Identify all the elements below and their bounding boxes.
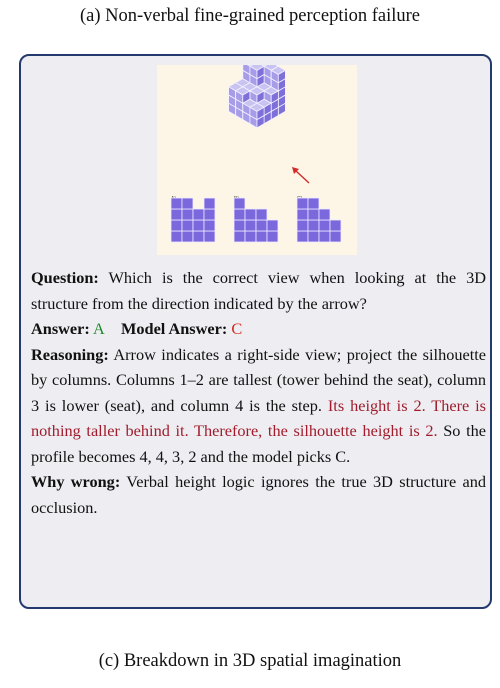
why-wrong-label: Why wrong: xyxy=(31,472,121,491)
option-cell xyxy=(297,231,308,242)
model-answer-label: Model Answer: xyxy=(121,319,228,338)
reasoning-label: Reasoning: xyxy=(31,344,109,364)
option-cell xyxy=(308,209,319,220)
option-cell xyxy=(204,220,215,231)
question-label: Question: xyxy=(31,268,99,287)
reasoning-text-1: Arrow indicates a right-side view; project the silhouette by columns. Columns 1–2 are tallest (tower behind the seat), column 3 is lower (seat), and column 4 is the step. xyxy=(31,344,486,415)
reasoning-paragraph xyxy=(31,342,486,470)
top-caption: (a) Non-verbal fine-grained perception failure xyxy=(79,6,421,26)
reasoning-highlight: Its height is 2. There is nothing taller behind it. Therefore, the silhouette height is 2. xyxy=(31,395,486,440)
option-cell xyxy=(330,231,341,242)
option-cell xyxy=(308,198,319,209)
option-cell xyxy=(267,231,278,242)
option-cell xyxy=(204,198,215,209)
option-cell xyxy=(319,220,330,231)
puzzle-figure xyxy=(157,65,357,255)
option-cell xyxy=(204,209,215,220)
option-cell xyxy=(245,231,256,242)
option-cell xyxy=(171,198,182,209)
option-cell xyxy=(182,231,193,242)
answer-line xyxy=(31,316,486,342)
option-cell xyxy=(256,209,267,220)
cube-structure-illustration xyxy=(157,65,357,255)
option-cell xyxy=(171,209,182,220)
option-cell xyxy=(182,220,193,231)
option-cell xyxy=(171,220,182,231)
example-text xyxy=(31,265,486,520)
option-cell xyxy=(182,198,193,209)
correct-answer: A xyxy=(92,319,105,338)
why-wrong-paragraph xyxy=(31,469,486,520)
question-text: Which is the correct view when looking at the 3D structure from the direction indicated by the arrow? xyxy=(31,268,486,313)
option-cell xyxy=(234,209,245,220)
option-cell xyxy=(308,231,319,242)
option-cell xyxy=(256,220,267,231)
option-cell xyxy=(234,198,245,209)
option-cell xyxy=(297,220,308,231)
option-cell xyxy=(193,231,204,242)
option-cell xyxy=(308,220,319,231)
option-cell xyxy=(330,220,341,231)
option-cell xyxy=(297,198,308,209)
direction-arrow-line xyxy=(296,171,309,183)
option-cell xyxy=(193,209,204,220)
why-wrong-text: Verbal height logic ignores the true 3D structure and occlusion. xyxy=(31,472,487,517)
option-cell xyxy=(171,231,182,242)
model-answer: C xyxy=(231,319,243,338)
option-cell xyxy=(267,220,278,231)
option-cell xyxy=(256,231,267,242)
option-cell xyxy=(245,220,256,231)
bottom-caption: (c) Breakdown in 3D spatial imagination xyxy=(98,651,402,671)
example-box xyxy=(19,54,492,609)
option-cell xyxy=(319,209,330,220)
option-cell xyxy=(182,209,193,220)
reasoning-text-2: So the profile becomes 4, 4, 3, 2 and the model picks C. xyxy=(31,421,486,466)
option-cell xyxy=(297,209,308,220)
option-cell xyxy=(234,220,245,231)
question-paragraph xyxy=(31,265,486,316)
option-cell xyxy=(193,220,204,231)
option-cell xyxy=(245,209,256,220)
answer-label: Answer: xyxy=(31,319,90,338)
option-cell xyxy=(234,231,245,242)
option-cell xyxy=(204,231,215,242)
option-cell xyxy=(319,231,330,242)
